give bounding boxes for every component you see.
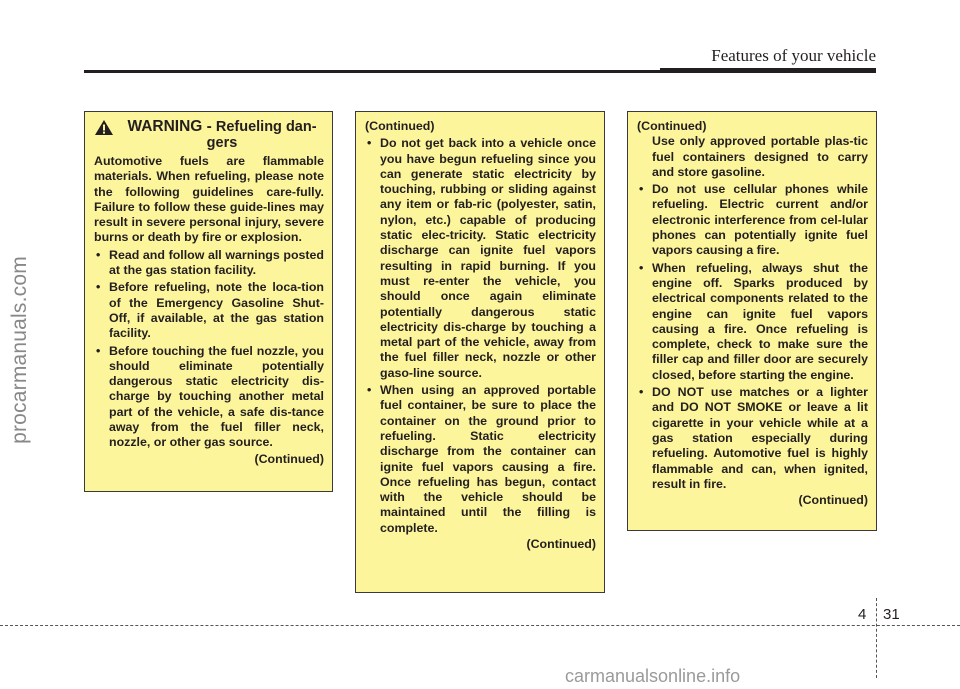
continued-label: (Continued) — [637, 119, 707, 133]
continued-label: (Continued) — [526, 537, 596, 552]
footer-dashed-rule — [0, 625, 960, 626]
list-item: • DO NOT use matches or a lighter and DO NOT SMOKE or leave a lit cigarette in your vehicle while at a gas station especially during refueling. Automotive fuel is highly flammable and can, when ignited, result in fire. — [637, 385, 868, 492]
side-watermark-text: procarmanuals.com — [8, 256, 31, 444]
warning-word: WARNING - — [127, 118, 212, 135]
side-watermark — [0, 120, 40, 580]
footer-watermark: carmanualsonline.info — [565, 666, 741, 686]
header-rule-accent — [660, 68, 876, 73]
continued-label: (Continued) — [798, 493, 868, 508]
warning-box-continued-1 — [355, 111, 605, 593]
warning-box-continued-2 — [627, 111, 877, 531]
warning-intro: Automotive fuels are flammable materials. When refueling, please note the following guidelines care-fully. Failure to follow these guide-lines may result in severe personal injury, severe burns or death by fire or explosion. — [94, 154, 324, 245]
list-item: • When refueling, always shut the engine off. Sparks produced by electrical components related to the engine can ignite fuel vapors causing a fire. Once refueling is complete, check to make sure the filler cap and filler door are securely closed, before starting the engine. — [637, 261, 868, 383]
footer-dashed-divider — [876, 598, 877, 678]
list-item: • Before touching the fuel nozzle, you should eliminate potentially dangerous static electricity dis-charge by touching another metal part of the vehicle, a safe dis-tance away from the fuel filler neck, nozzle, or other gas source. — [94, 344, 324, 451]
warning-triangle-icon — [94, 119, 114, 136]
list-item: • Do not get back into a vehicle once you have begun refueling since you can generate static electricity by touching, rubbing or sliding against any item or fab-ric (polyester, satin, nylon, etc.) capable of producing static elec-tricity. Static electricity discharge can ignite fuel vapors resulting in rapid burning. If you must re-enter the vehicle, you should once again eliminate potentially dangerous static electricity dis-charge by touching a metal part of the vehicle, away from the fuel filler neck, nozzle or other gaso-line source. — [365, 136, 596, 381]
warning-heading — [94, 119, 324, 151]
carryover-text: Use only approved portable plas-tic fuel containers designed to carry and store gasoline. — [652, 134, 868, 179]
chapter-number: 4 — [858, 606, 867, 623]
continued-label: (Continued) — [365, 119, 435, 133]
continued-label: (Continued) — [254, 451, 324, 466]
list-item: • When using an approved portable fuel container, be sure to place the container on the ground prior to refueling. Static electricity discharge from the container can ignite fuel vapors causing a fire. Once refueling has begun, contact with the vehicle should be maintained until the filling is complete. — [365, 383, 596, 536]
header-title: Features of your vehicle — [711, 46, 876, 65]
list-item: • Read and follow all warnings posted at the gas station facility. — [94, 248, 324, 279]
warning-subject: Refueling dan-gers — [206, 119, 317, 151]
page-number: 31 — [883, 606, 900, 623]
list-item: • Do not use cellular phones while refueling. Electric current and/or electronic interference from cel-lular phones can potentially ignite fuel vapors causing a fire. — [637, 182, 868, 258]
list-item: • Before refueling, note the loca-tion of the Emergency Gasoline Shut-Off, if available, at the gas station facility. — [94, 280, 324, 341]
warning-box-refueling — [84, 111, 333, 492]
